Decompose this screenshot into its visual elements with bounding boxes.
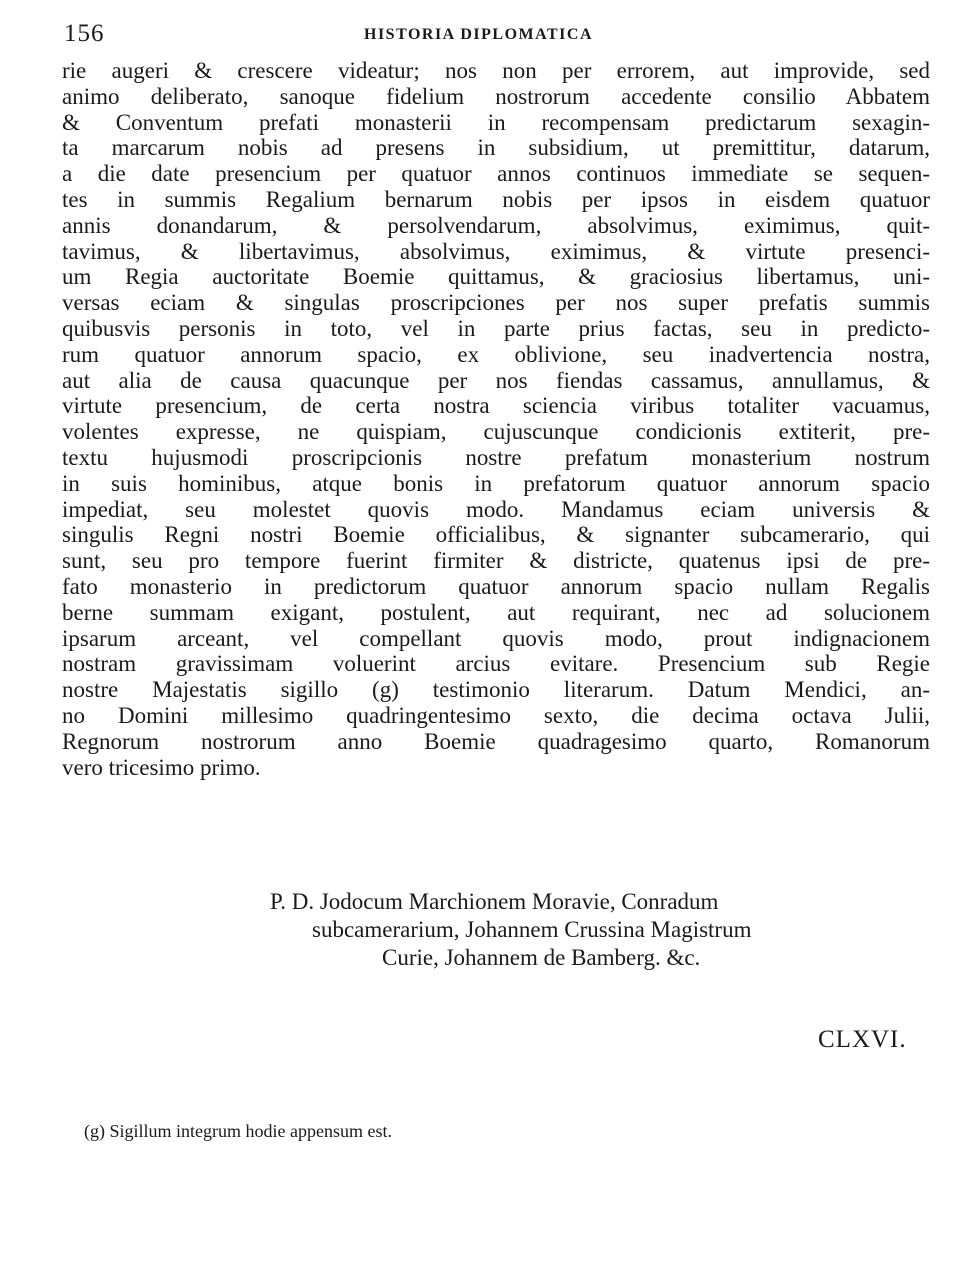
- text-line: in suis hominibus, atque bonis in prefatorum quatuor annorum spacio: [62, 470, 930, 496]
- text-line: fato monasterio in predictorum quatuor annorum spacio nullam Regalis: [62, 573, 930, 599]
- next-document-number: CLXVI.: [818, 1026, 907, 1053]
- text-line: virtute presencium, de certa nostra sciencia viribus totaliter vacuamus,: [62, 393, 930, 419]
- footnote: (g) Sigillum integrum hodie appensum est.: [84, 1121, 392, 1141]
- text-line: nostram gravissimam voluerint arcius evitare. Presencium sub Regie: [62, 651, 930, 677]
- text-line: a die date presencium per quatuor annos continuos immediate se sequen-: [62, 161, 930, 187]
- page-number: 156: [64, 20, 105, 47]
- signature-line: subcamerarium, Johannem Crussina Magistrum: [312, 917, 752, 942]
- text-line: Regnorum nostrorum anno Boemie quadragesimo quarto, Romanorum: [62, 728, 930, 754]
- text-line: ipsarum arceant, vel compellant quovis modo, prout indignacionem: [62, 625, 930, 651]
- text-line: rum quatuor annorum spacio, ex oblivione, seu inadvertencia nostra,: [62, 341, 930, 367]
- text-line: impediat, seu molestet quovis modo. Mandamus eciam universis &: [62, 496, 930, 522]
- running-title: HISTORIA DIPLOMATICA: [364, 26, 593, 43]
- text-line: singulis Regni nostri Boemie officialibus, & signanter subcamerario, qui: [62, 522, 930, 548]
- text-line: tavimus, & libertavimus, absolvimus, eximimus, & virtute presenci-: [62, 238, 930, 264]
- signature-line: Curie, Johannem de Bamberg. &c.: [382, 945, 701, 970]
- text-line: versas eciam & singulas proscripciones per nos super prefatis summis: [62, 290, 930, 316]
- signature-block: [270, 888, 870, 972]
- text-line: um Regia auctoritate Boemie quittamus, & graciosius libertamus, uni-: [62, 264, 930, 290]
- text-line: berne summam exigant, postulent, aut requirant, nec ad solucionem: [62, 599, 930, 625]
- text-line: & Conventum prefati monasterii in recompensam predictarum sexagin-: [62, 109, 930, 135]
- text-line: vero tricesimo primo.: [62, 754, 261, 780]
- signature-line: P. D. Jodocum Marchionem Moravie, Conradum: [270, 889, 719, 914]
- charter-text: [62, 58, 930, 780]
- page-header: [64, 20, 926, 50]
- text-line: rie augeri & crescere videatur; nos non per errorem, aut improvide, sed: [62, 58, 930, 83]
- text-line: tes in summis Regalium bernarum nobis per ipsos in eisdem quatuor: [62, 186, 930, 212]
- text-line: animo deliberato, sanoque fidelium nostrorum accedente consilio Abbatem: [62, 83, 930, 109]
- text-line: annis donandarum, & persolvendarum, absolvimus, eximimus, quit-: [62, 212, 930, 238]
- text-line: textu hujusmodi proscripcionis nostre prefatum monasterium nostrum: [62, 444, 930, 470]
- text-line: aut alia de causa quacunque per nos fiendas cassamus, annullamus, &: [62, 367, 930, 393]
- text-line: sunt, seu pro tempore fuerint firmiter & districte, quatenus ipsi de pre-: [62, 548, 930, 574]
- text-line: volentes expresse, ne quispiam, cujuscunque condicionis extiterit, pre-: [62, 419, 930, 445]
- text-line: quibusvis personis in toto, vel in parte prius factas, seu in predicto-: [62, 315, 930, 341]
- text-line: ta marcarum nobis ad presens in subsidium, ut premittitur, datarum,: [62, 135, 930, 161]
- text-line: no Domini millesimo quadringentesimo sexto, die decima octava Julii,: [62, 702, 930, 728]
- text-line: nostre Majestatis sigillo (g) testimonio literarum. Datum Mendici, an-: [62, 677, 930, 703]
